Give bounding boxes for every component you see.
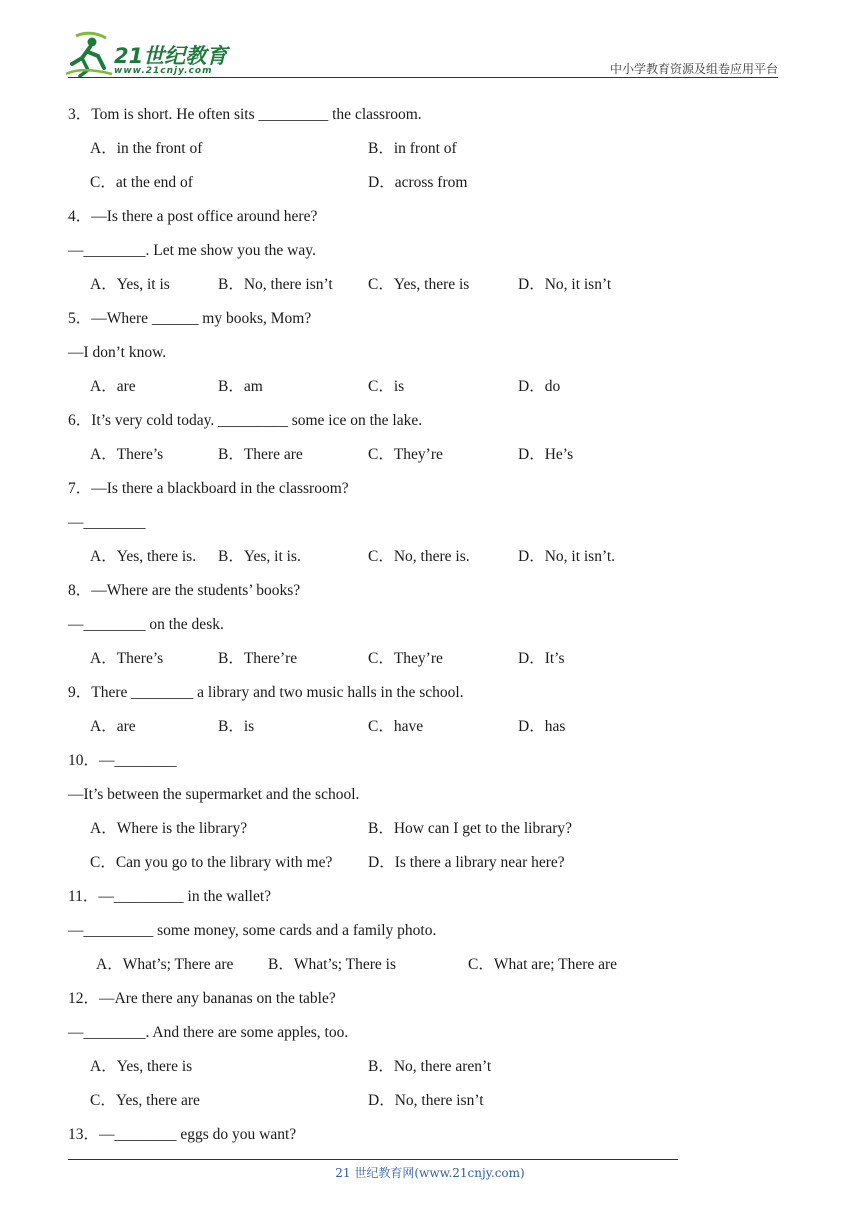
option-b[interactable]: B．There are [218, 446, 303, 463]
option-b[interactable]: B．am [218, 378, 263, 395]
options-row [68, 134, 788, 168]
option-b[interactable]: B．What’s; There is [268, 956, 396, 973]
option-a[interactable]: A．There’s [90, 446, 164, 463]
option-b[interactable]: B．Yes, it is. [218, 548, 301, 565]
question-stem: 5．—Where ______ my books, Mom? [68, 310, 312, 327]
options-row [68, 644, 788, 678]
option-d[interactable]: D．No, it isn’t [518, 276, 612, 293]
logo-text: 21世纪教育 [114, 44, 228, 68]
option-a[interactable]: A．What’s; There are [96, 956, 234, 973]
question-stem: 11．—_________ in the wallet? [68, 888, 272, 905]
option-c[interactable]: C．Yes, there are [90, 1092, 200, 1109]
option-d[interactable]: D．It’s [518, 650, 565, 667]
option-a[interactable]: A．are [90, 718, 136, 735]
footer-divider [68, 1159, 678, 1160]
option-a[interactable]: A．Yes, there is [90, 1058, 193, 1075]
question-line: —________. Let me show you the way. [68, 242, 316, 259]
options-row [68, 950, 788, 984]
question-line: —________ on the desk. [68, 616, 224, 633]
option-d[interactable]: D．across from [368, 174, 468, 191]
question-list [68, 100, 788, 1154]
option-c[interactable]: C．is [368, 378, 405, 395]
option-a[interactable]: A．Where is the library? [90, 820, 248, 837]
option-d[interactable]: D．No, it isn’t. [518, 548, 616, 565]
options-row [68, 270, 788, 304]
question-stem: 10．—________ [68, 752, 177, 769]
platform-name: 中小学教育资源及组卷应用平台 [609, 62, 778, 76]
site-logo [62, 30, 242, 80]
question-stem: 12．—Are there any bananas on the table? [68, 990, 336, 1007]
question-line: —I don’t know. [68, 344, 167, 361]
option-a[interactable]: A．in the front of [90, 140, 203, 157]
option-b[interactable]: B．in front of [368, 140, 457, 157]
option-c[interactable]: C．Can you go to the library with me? [90, 854, 333, 871]
question-line: —________. And there are some apples, too. [68, 1024, 349, 1041]
option-b[interactable]: B．There’re [218, 650, 298, 667]
question-stem: 9．There ________ a library and two music halls in the school. [68, 684, 464, 701]
option-b[interactable]: B．is [218, 718, 255, 735]
footer-text: 21 世纪教育网(www.21cnjy.com) [335, 1166, 525, 1180]
header-divider [68, 77, 778, 78]
options-row [68, 542, 788, 576]
option-a[interactable]: A．Yes, it is [90, 276, 170, 293]
options-row [68, 712, 788, 746]
options-row [68, 814, 788, 848]
options-row [68, 1052, 788, 1086]
question-line: —________ [68, 514, 146, 531]
option-d[interactable]: D．do [518, 378, 561, 395]
options-row [68, 168, 788, 202]
option-b[interactable]: B．How can I get to the library? [368, 820, 573, 837]
question-stem: 13．—________ eggs do you want? [68, 1126, 297, 1143]
question-stem: 6．It’s very cold today. _________ some ice on the lake. [68, 412, 423, 429]
option-a[interactable]: A．There’s [90, 650, 164, 667]
option-d[interactable]: D．Is there a library near here? [368, 854, 565, 871]
option-c[interactable]: C．No, there is. [368, 548, 470, 565]
option-c[interactable]: C．They’re [368, 446, 443, 463]
question-stem: 8．—Where are the students’ books? [68, 582, 301, 599]
option-a[interactable]: A．are [90, 378, 136, 395]
option-a[interactable]: A．Yes, there is. [90, 548, 197, 565]
question-line: —_________ some money, some cards and a family photo. [68, 922, 437, 939]
option-b[interactable]: B．No, there aren’t [368, 1058, 492, 1075]
logo-url: www.21cnjy.com [114, 66, 213, 76]
options-row [68, 440, 788, 474]
options-row [68, 1086, 788, 1120]
question-stem: 7．—Is there a blackboard in the classroom? [68, 480, 349, 497]
option-c[interactable]: C．at the end of [90, 174, 193, 191]
option-d[interactable]: D．He’s [518, 446, 574, 463]
option-c[interactable]: C．have [368, 718, 424, 735]
option-c[interactable]: C．What are; There are [468, 956, 618, 973]
options-row [68, 372, 788, 406]
question-stem: 3．Tom is short. He often sits _________ the classroom. [68, 106, 422, 123]
question-line: —It’s between the supermarket and the school. [68, 786, 360, 803]
options-row [68, 848, 788, 882]
option-c[interactable]: C．Yes, there is [368, 276, 470, 293]
option-c[interactable]: C．They’re [368, 650, 443, 667]
option-d[interactable]: D．has [518, 718, 566, 735]
question-stem: 4．—Is there a post office around here? [68, 208, 318, 225]
page-header [0, 0, 860, 80]
option-b[interactable]: B．No, there isn’t [218, 276, 333, 293]
option-d[interactable]: D．No, there isn’t [368, 1092, 484, 1109]
runner-logo-icon [62, 30, 114, 78]
